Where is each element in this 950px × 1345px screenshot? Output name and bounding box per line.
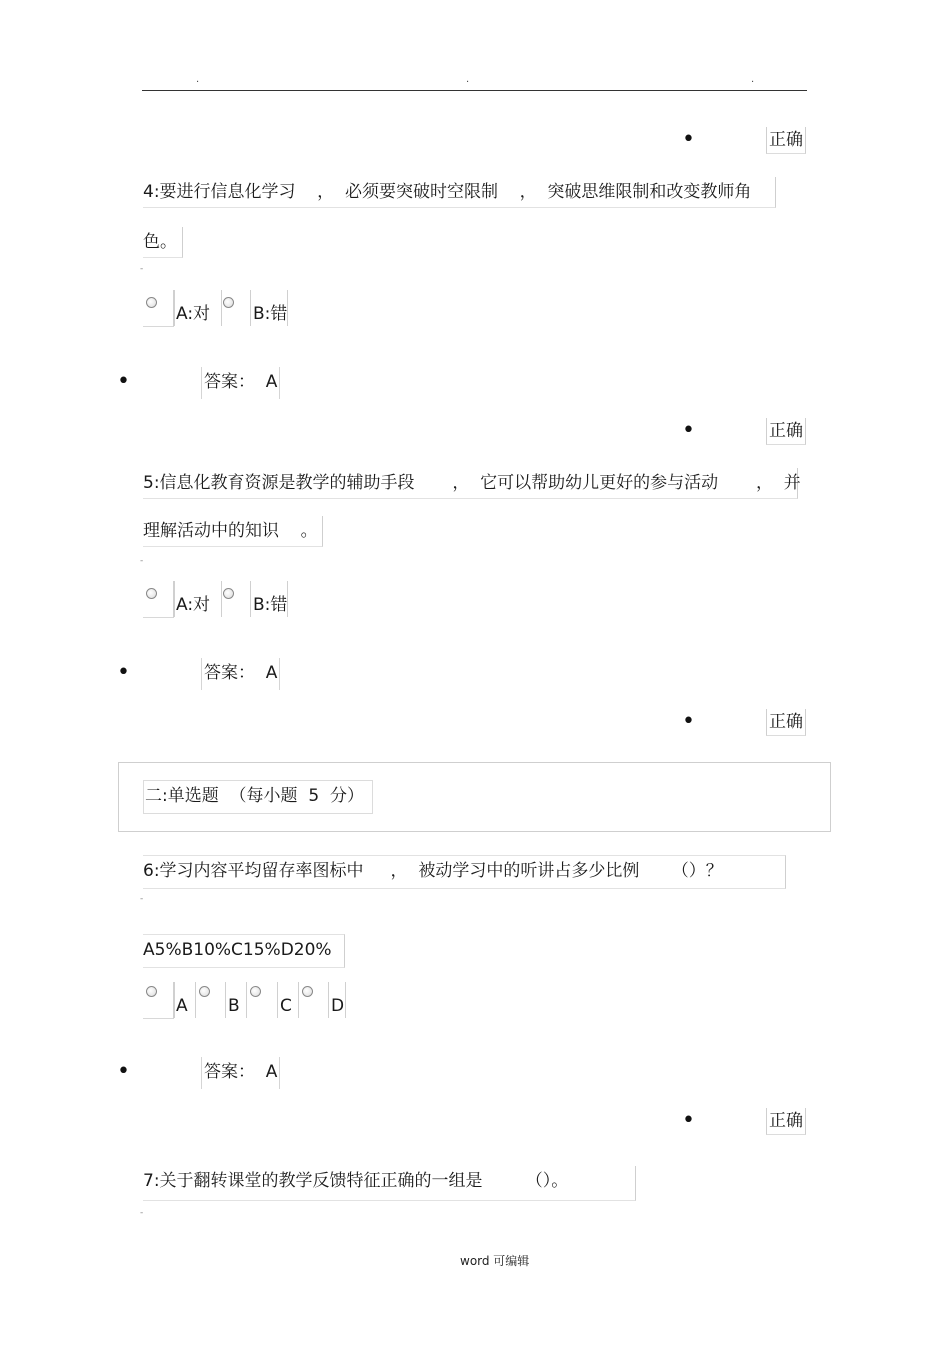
section-title: 二:单选题 （每小题 5 分）: [143, 780, 373, 814]
status-correct: 正确: [766, 709, 806, 736]
question-4-line2: 色。: [143, 227, 183, 258]
radio-option-b[interactable]: [199, 986, 210, 997]
header-rule: [142, 90, 807, 91]
question-5-answer: 答案： A: [201, 658, 280, 690]
bullet-icon: •: [682, 127, 695, 152]
question-5-options: [143, 581, 303, 621]
radio-option-a[interactable]: [146, 986, 157, 997]
radio-option-d[interactable]: [302, 986, 313, 997]
bullet-icon: •: [682, 1108, 695, 1133]
radio-option-a[interactable]: [146, 588, 157, 599]
tiny-mark: -: [140, 264, 144, 274]
radio-option-a[interactable]: [146, 297, 157, 308]
question-5-line1: 5:信息化教育资源是教学的辅助手段 ， 它可以帮助幼儿更好的参与活动 ， 并: [143, 468, 798, 499]
option-c-label[interactable]: C: [280, 996, 292, 1016]
radio-option-c[interactable]: [250, 986, 261, 997]
question-7-text: 7:关于翻转课堂的教学反馈特征正确的一组是 （）。: [143, 1166, 636, 1201]
radio-option-b[interactable]: [223, 588, 234, 599]
option-cell: [143, 581, 174, 618]
option-b-label[interactable]: B:错: [253, 304, 288, 324]
question-6-choices: A5%B10%C15%D20%: [143, 934, 345, 968]
radio-option-b[interactable]: [223, 297, 234, 308]
bullet-icon: •: [117, 369, 130, 394]
tiny-mark: -: [140, 1208, 144, 1218]
option-b-label[interactable]: B:错: [253, 595, 288, 615]
bullet-icon: •: [117, 660, 130, 685]
question-6-answer: 答案： A: [201, 1057, 280, 1089]
status-correct: 正确: [766, 1108, 806, 1135]
option-d-label[interactable]: D: [331, 996, 345, 1016]
tiny-mark: -: [140, 894, 144, 904]
question-6-text: 6:学习内容平均留存率图标中 ， 被动学习中的听讲占多少比例 （）？: [143, 855, 786, 889]
option-cell: [143, 290, 174, 327]
option-a-label[interactable]: A:对: [176, 595, 211, 615]
option-a-label[interactable]: A:对: [176, 304, 211, 324]
bullet-icon: •: [682, 709, 695, 734]
bullet-icon: •: [117, 1059, 130, 1084]
header-dot: .: [751, 74, 755, 85]
question-4-line1: 4:要进行信息化学习 ， 必须要突破时空限制 ， 突破思维限制和改变教师角: [143, 177, 776, 208]
status-correct: 正确: [766, 418, 806, 445]
option-a-label[interactable]: A: [176, 996, 188, 1016]
bullet-icon: •: [682, 418, 695, 443]
option-b-label[interactable]: B: [228, 996, 240, 1016]
header-dot: .: [466, 74, 470, 85]
question-4-options: [143, 290, 303, 330]
header-dot: .: [196, 74, 200, 85]
footer-text: word 可编辑: [460, 1254, 530, 1268]
question-5-line2: 理解活动中的知识 。: [143, 516, 323, 547]
question-6-options: [143, 982, 353, 1022]
question-4-answer: 答案： A: [201, 367, 280, 399]
tiny-mark: -: [140, 556, 144, 566]
status-correct: 正确: [766, 127, 806, 154]
